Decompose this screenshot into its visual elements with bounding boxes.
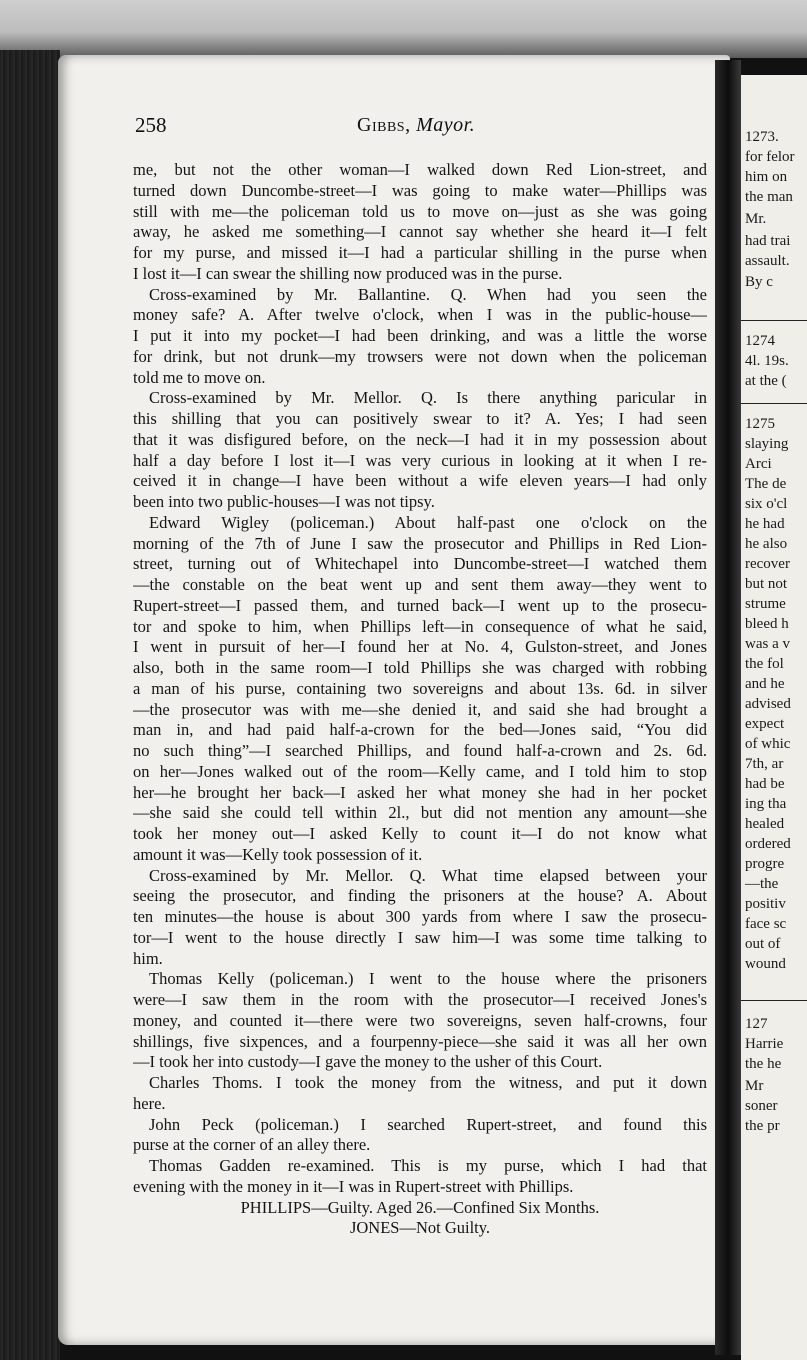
text-line: that it was disfigured before, on the neck—I had it in my possession about [133,429,707,449]
text-line: money, and counted it—there were two sovereigns, seven half-crowns, four [133,1010,707,1030]
text-line: —I took her into custody—I gave the money to the usher of this Court. [133,1052,603,1072]
adjacent-page-fragment: and he [745,676,785,692]
adjacent-page-fragment: soner [745,1098,778,1114]
adjacent-page-fragment: the man [745,189,793,205]
adjacent-page-fragment: for felor [745,149,795,165]
adjacent-page-fragment: 4l. 19s. [745,353,789,369]
text-line: on her—Jones walked out of the room—Kelly came, and I told him to stop [133,761,707,781]
adjacent-page-fragment: had trai [745,233,791,249]
text-line: PHILLIPS—Guilty. Aged 26.—Confined Six Months. [240,1197,600,1217]
adjacent-page-fragment: he had [745,516,785,532]
adjacent-page-fragment: face sc [745,916,787,932]
adjacent-page-fragment: assault. [745,253,790,269]
adjacent-page-fragment: healed [745,816,785,832]
page-body-text [133,160,707,1239]
adjacent-page-fragment: 1274 [745,333,775,349]
adjacent-page-fragment: Mr [745,1078,764,1094]
text-line: JONES—Not Guilty. [349,1218,491,1238]
text-line: still with me—the policeman told us to move on—just as she was going [133,201,707,221]
adjacent-page-fragment: the he [745,1056,782,1072]
adjacent-page-rule [741,403,807,404]
text-line: I went in pursuit of her—I found her at No. 4, Gulston-street, and Jones [133,637,707,657]
text-line: I lost it—I can swear the shilling now produced was in the purse. [133,263,563,283]
adjacent-page-fragment: ordered [745,836,791,852]
text-line: been into two public-houses—I was not tipsy. [133,492,435,511]
text-line: John Peck (policeman.) I searched Rupert-street, and found this [149,1114,707,1134]
running-head-name: Gibbs, [357,114,411,136]
text-line: purse at the corner of an alley there. [133,1135,371,1155]
text-line: Thomas Gadden re-examined. This is my purse, which I had that [149,1156,707,1175]
book-spine-edge [0,50,60,1360]
text-line: tor—I went to the house directly I saw him—I was some time talking to [133,927,707,947]
adjacent-page-fragment: the fol [745,656,784,672]
adjacent-page-fragment: 1275 [745,416,775,432]
adjacent-page-fragment: the pr [745,1118,780,1134]
text-line: I put it into my pocket—I had been drinking, and was a little the worse [133,326,707,345]
adjacent-page-fragment: recover [745,556,790,572]
text-line: money safe? A. After twelve o'clock, when I was in the public-house— [133,305,707,325]
adjacent-page-fragment: positiv [745,896,786,912]
adjacent-page-fragment: was a v [745,636,790,652]
text-line: turned down Duncombe-street—I was going to make water—Phillips was [133,180,707,200]
adjacent-page-fragment: 7th, ar [745,756,784,772]
text-line: were—I saw them in the room with the prosecutor—I received Jones's [133,990,707,1009]
text-line: evening with the money in it—I was in Rupert-street with Phillips. [133,1176,574,1196]
text-line: man in, and had paid half-a-crown for the bed—Jones said, “You did [133,720,707,740]
text-line: for my purse, and missed it—I had a particular shilling in the purse when [133,243,707,262]
text-line: her—he brought her back—I asked her what money she had in her pocket [133,782,707,802]
text-line: away, he asked me something—I cannot say whether she heard it—I felt [133,222,707,242]
adjacent-page-fragment: but not [745,576,788,592]
adjacent-page-fragment: he also [745,536,788,552]
adjacent-page-fragment: expect [745,716,785,732]
adjacent-page-fragment: had be [745,776,785,792]
text-line: shillings, five sixpences, and a fourpenny-piece—she said it was all her own [133,1031,707,1051]
adjacent-page-fragment: progre [745,856,785,872]
text-line: Cross-examined by Mr. Mellor. Q. Is there anything paricular in [149,388,707,408]
text-line: seeing the prosecutor, and finding the prisoners at the house? A. About [133,886,707,906]
adjacent-page-edge [741,75,807,1360]
adjacent-page-fragment: ing tha [745,796,787,812]
adjacent-page-fragment: bleed h [745,616,789,632]
text-line: —she said she could tell within 2l., but did not mention any amount—she [133,803,707,823]
text-line: no such thing”—I searched Phillips, and found half-a-crown and 2s. 6d. [133,741,707,760]
text-line: Edward Wigley (policeman.) About half-past one o'clock on the [149,512,707,532]
text-line: street, turning out of Whitechapel into Duncombe-street—I watched them [133,554,707,574]
adjacent-page-rule [741,1000,807,1001]
text-line: here. [133,1093,166,1113]
adjacent-page-fragment: wound [745,956,786,972]
text-line: Charles Thoms. I took the money from the witness, and put it down [149,1073,707,1092]
text-line: also, both in the same room—I told Phillips she was charged with robbing [133,658,707,677]
page-header [135,113,710,139]
text-line: told me to move on. [133,367,266,387]
book-gutter [715,60,741,1355]
text-line: ceived it in change—I have been without a wife eleven years—I had only [133,471,707,491]
text-line: this shilling that you can positively swear to it? A. Yes; I had seen [133,409,707,428]
adjacent-page-fragment: him on [745,169,788,185]
adjacent-page-fragment: out of [745,936,781,952]
text-line: a man of his purse, containing two sovereigns and about 13s. 6d. in silver [133,678,707,698]
text-line: me, but not the other woman—I walked down Red Lion-street, and [133,160,707,179]
text-line: morning of the 7th of June I saw the prosecutor and Phillips in Red Lion- [133,533,707,553]
text-line: half a day before I lost it—I was very curious in looking at it when I re- [133,450,707,470]
text-line: for drink, but not drunk—my trowsers were not down when the policeman [133,346,707,366]
adjacent-page-rule [741,320,807,321]
adjacent-page-fragment: advised [745,696,791,712]
scan-top-background [0,0,807,58]
adjacent-page-fragment: Mr. [745,211,767,227]
adjacent-page-fragment: of whic [745,736,791,752]
adjacent-page-fragment: 127 [745,1016,768,1032]
adjacent-page-fragment: Arci [745,456,772,472]
text-line: —the prosecutor was with me—she denied it, and said she had brought a [133,699,707,719]
adjacent-page-fragment: six o'cl [745,496,788,512]
text-line: —the constable on the beat went up and sent them away—they went to [133,575,707,594]
page-number: 258 [135,113,167,137]
adjacent-page-fragment: strume [745,596,786,612]
running-head [357,114,475,137]
text-line: ten minutes—the house is about 300 yards from where I saw the prosecu- [133,907,707,926]
text-line: Thomas Kelly (policeman.) I went to the house where the prisoners [149,969,707,989]
text-line: Rupert-street—I passed them, and turned back—I went up to the prosecu- [133,595,707,615]
adjacent-page-fragment: 1273. [745,129,779,145]
adjacent-page-fragment: —the [745,876,779,892]
adjacent-page-fragment: at the ( [745,373,787,389]
text-line: Cross-examined by Mr. Ballantine. Q. When had you seen the [149,284,707,304]
adjacent-page-fragment: slaying [745,436,789,452]
adjacent-page-fragment: Harrie [745,1036,784,1052]
text-line: amount it was—Kelly took possession of it. [133,844,423,864]
adjacent-page-fragment: By c [745,274,773,290]
running-head-title: Mayor. [416,114,476,136]
text-line: him. [133,948,163,968]
text-line: Cross-examined by Mr. Mellor. Q. What time elapsed between your [149,865,707,885]
adjacent-page-fragment: The de [745,476,787,492]
text-line: took her money out—I asked Kelly to count it—I do not know what [133,824,707,843]
text-line: tor and spoke to him, when Phillips left—in consequence of what he said, [133,616,707,636]
